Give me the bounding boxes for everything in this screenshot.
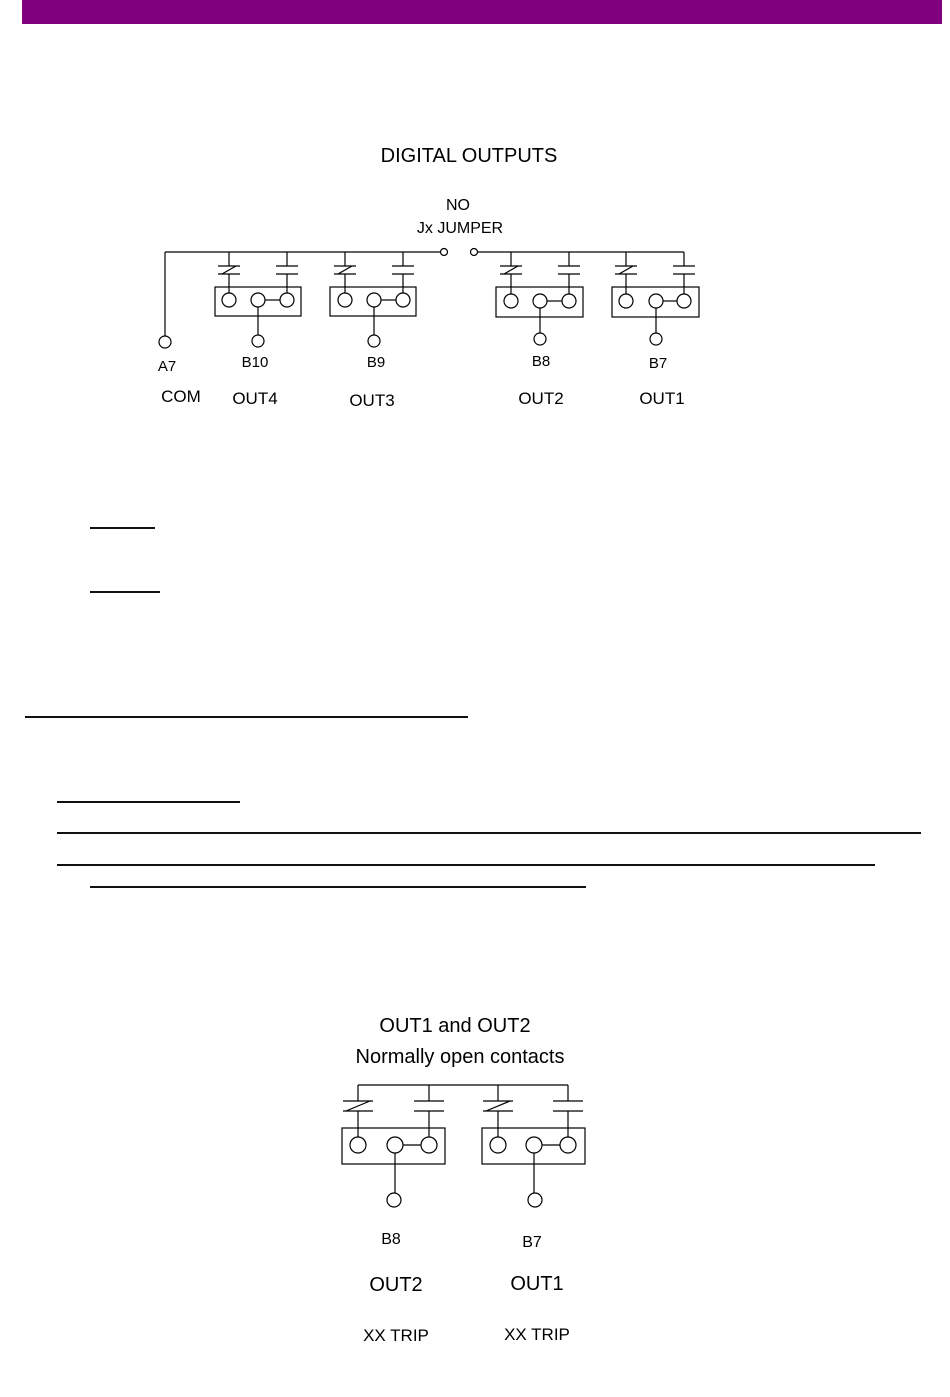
out1-terminal-no: B7 <box>522 1234 542 1251</box>
out1-relay <box>612 252 699 345</box>
out2-relay <box>496 252 583 345</box>
com-terminal <box>159 336 171 348</box>
out3-label: OUT3 <box>349 391 395 410</box>
out1-function: XX TRIP <box>504 1325 570 1344</box>
out2-terminal-no: B8 <box>381 1231 401 1248</box>
out3-terminal: B9 <box>366 354 386 371</box>
jumper-label: Jx JUMPER <box>416 220 504 237</box>
out4-terminal: B10 <box>241 354 269 371</box>
normally-open-diagram <box>342 1015 585 1345</box>
diagram-title: DIGITAL OUTPUTS <box>380 145 558 167</box>
diagram2-title-1: OUT1 and OUT2 <box>379 1015 531 1037</box>
out4-relay <box>215 252 301 347</box>
out1-label-no: OUT1 <box>510 1273 564 1295</box>
out1-label: OUT1 <box>639 389 685 408</box>
out2-relay-no <box>342 1085 445 1207</box>
out1-relay-no <box>482 1085 585 1207</box>
out3-relay <box>330 252 416 347</box>
out2-function: XX TRIP <box>363 1326 429 1345</box>
out1-terminal: B7 <box>648 355 668 372</box>
digital-outputs-diagram <box>158 145 699 410</box>
jumper-pin-left <box>441 249 448 256</box>
com-label: COM <box>161 387 201 406</box>
com-terminal-label: A7 <box>157 358 177 375</box>
out4-label: OUT4 <box>232 389 278 408</box>
out2-label: OUT2 <box>518 389 564 408</box>
jumper-pin-right <box>471 249 478 256</box>
diagram2-title-2: Normally open contacts <box>355 1046 565 1068</box>
out2-label-no: OUT2 <box>369 1274 423 1296</box>
out2-terminal: B8 <box>531 353 551 370</box>
jumper-label-no: NO <box>446 197 470 214</box>
